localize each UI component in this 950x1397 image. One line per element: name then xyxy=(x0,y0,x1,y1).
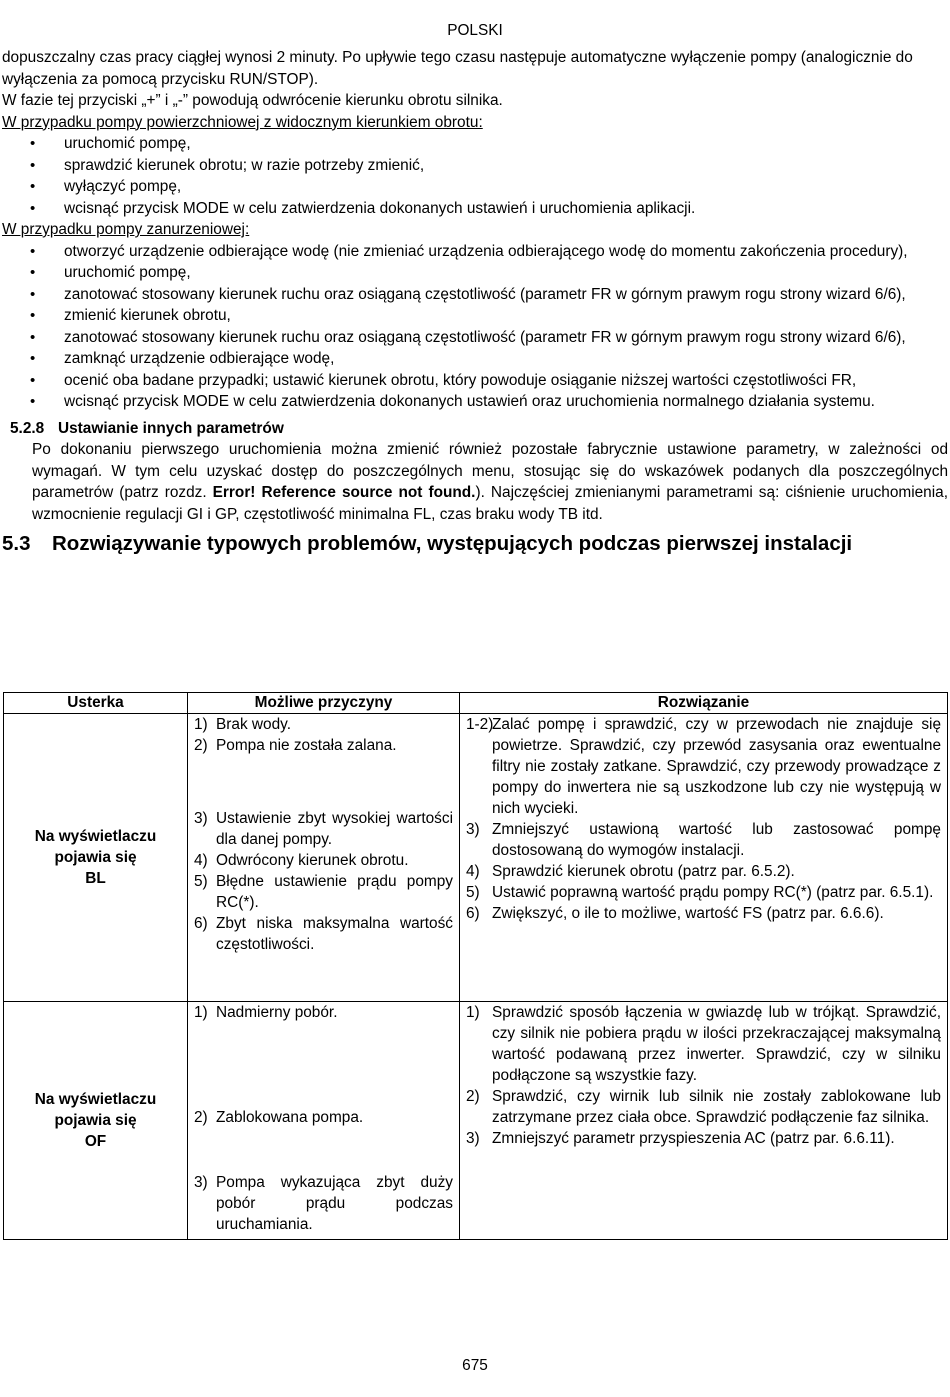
list-item xyxy=(466,861,941,882)
fault-code: OF xyxy=(84,1133,107,1150)
list-item xyxy=(194,850,453,871)
list-item xyxy=(466,714,941,819)
page-number: 675 xyxy=(462,1357,488,1374)
fault-text: Na wyświetlaczu xyxy=(34,828,157,845)
list-item: • otworzyć urządzenie odbierające wodę (nie zmieniać urządzenia odbierającego wodę do momentu zakończenia procedury), xyxy=(2,241,948,263)
spacer xyxy=(194,1023,453,1107)
list-item xyxy=(466,1128,941,1149)
item-number: 3) xyxy=(466,1130,480,1147)
reference-error-text: Error! Reference source not found. xyxy=(212,484,476,501)
list-item xyxy=(194,913,453,955)
section-heading xyxy=(2,531,948,557)
submerged-pump-list xyxy=(2,241,948,413)
surface-pump-list xyxy=(2,133,948,219)
list-item: • zmienić kierunek obrotu, xyxy=(2,305,948,327)
submerged-pump-title: W przypadku pompy zanurzeniowej: xyxy=(2,221,250,238)
item-number: 4) xyxy=(194,852,208,869)
table-header-row xyxy=(4,693,948,714)
causes-cell xyxy=(188,1002,460,1240)
item-number: 5) xyxy=(194,873,208,890)
intro-paragraph: W fazie tej przyciski „+” i „-” powodują odwrócenie kierunku obrotu silnika. xyxy=(2,92,503,109)
item-text: Nadmierny pobór. xyxy=(216,1004,338,1021)
column-header-causes: Możliwe przyczyny xyxy=(188,693,460,714)
item-text: Zablokowana pompa. xyxy=(216,1109,364,1126)
list-item: • uruchomić pompę, xyxy=(2,262,948,284)
item-number: 2) xyxy=(194,1109,208,1126)
item-number: 5) xyxy=(466,884,480,901)
intro-paragraph: dopuszczalny czas pracy ciągłej wynosi 2 minuty. Po upływie tego czasu następuje automatyczne wyłączenie pompy (analogicznie do wyłączenia za pomocą przycisku RUN/STOP). xyxy=(2,49,913,88)
fault-text: Na wyświetlaczu xyxy=(34,1091,157,1108)
subsection-paragraph xyxy=(2,439,948,525)
fault-text: pojawia się xyxy=(54,849,137,866)
item-number: 3) xyxy=(466,821,480,838)
item-text: Ustawić poprawną wartość prądu pompy RC(*) (patrz par. 6.5.1). xyxy=(492,884,934,901)
item-text: Ustawienie zbyt wysokiej wartości dla danej pompy. xyxy=(216,810,453,848)
section-title: Rozwiązywanie typowych problemów, występujących podczas pierwszej instalacji xyxy=(52,532,853,555)
item-text: Brak wody. xyxy=(216,716,291,733)
surface-pump-title: W przypadku pompy powierzchniowej z widocznym kierunkiem obrotu: xyxy=(2,113,483,131)
item-text: Pompa wykazująca zbyt duży pobór prądu podczas uruchamiania. xyxy=(216,1174,453,1233)
item-number: 2) xyxy=(194,737,208,754)
document-body xyxy=(2,47,948,557)
list-item xyxy=(194,735,453,756)
column-header-fault: Usterka xyxy=(4,693,188,714)
item-text: Sprawdzić, czy wirnik lub silnik nie zostały zablokowane lub zatrzymane przez ciała obce. Sprawdzić podłączenie faz silnika. xyxy=(492,1088,941,1126)
section-number: 5.3 xyxy=(2,532,31,555)
causes-list xyxy=(194,714,453,955)
fault-cell-of xyxy=(4,1002,188,1240)
subsection-heading xyxy=(2,418,948,440)
list-item: • zanotować stosowany kierunek ruchu oraz osiąganą częstotliwość (parametr FR w górnym prawym rogu strony wizard 6/6), xyxy=(2,284,948,306)
item-text: Pompa nie została zalana. xyxy=(216,737,397,754)
list-item: • ocenić oba badane przypadki; ustawić kierunek obrotu, który powoduje osiąganie niższej wartości częstotliwości FR, xyxy=(2,370,948,392)
list-item: • wcisnąć przycisk MODE w celu zatwierdzenia dokonanych ustawień i uruchomienia aplikacji. xyxy=(2,198,948,220)
spacer xyxy=(194,756,453,808)
paragraph-text: ). Najczęściej zmienianymi parametrami są: ciśnienie uruchomienia, wzmocnienie regulacji GI i GP, częstotliwość minimalna FL, czas braku wody TB itd. xyxy=(32,484,948,523)
solutions-cell xyxy=(460,1002,948,1240)
list-item: • wyłączyć pompę, xyxy=(2,176,948,198)
fault-cell-bl xyxy=(4,714,188,1002)
item-text: Błędne ustawienie prądu pompy RC(*). xyxy=(216,873,453,911)
list-item xyxy=(194,1172,453,1235)
item-number: 6) xyxy=(194,915,208,932)
fault-text: pojawia się xyxy=(54,1112,137,1129)
causes-cell xyxy=(188,714,460,1002)
item-text: Zmniejszyć ustawioną wartość lub zastosować pompę dostosowaną do wymogów instalacji. xyxy=(492,821,941,859)
list-item xyxy=(194,808,453,850)
list-item xyxy=(194,1107,453,1128)
table-row xyxy=(4,1002,948,1240)
subsection-title: Ustawianie innych parametrów xyxy=(58,419,284,437)
subsection-number: 5.2.8 xyxy=(10,419,45,437)
table-row xyxy=(4,714,948,1002)
column-header-solutions: Rozwiązanie xyxy=(460,693,948,714)
list-item: • uruchomić pompę, xyxy=(2,133,948,155)
list-item xyxy=(466,882,941,903)
list-item xyxy=(194,1002,453,1023)
item-text: Odwrócony kierunek obrotu. xyxy=(216,852,409,869)
item-number: 1) xyxy=(466,1004,480,1021)
item-number: 1-2) xyxy=(466,716,494,733)
list-item xyxy=(466,1086,941,1128)
list-item xyxy=(194,871,453,913)
solutions-cell xyxy=(460,714,948,1002)
item-number: 1) xyxy=(194,716,208,733)
list-item xyxy=(466,819,941,861)
item-text: Zmniejszyć parametr przyspieszenia AC (patrz par. 6.6.11). xyxy=(492,1130,895,1147)
item-text: Zbyt niska maksymalna wartość częstotliwości. xyxy=(216,915,453,953)
page-header-language: POLSKI xyxy=(447,22,503,39)
item-text: Zalać pompę i sprawdzić, czy w przewodach nie znajduje się powietrze. Sprawdzić, czy przewód zasysania oraz ewentualne filtry nie zostały zatkane. Sprawdzić, czy przewody prowadzące z pompy do inwertera nie są uszkodzone lub czy nie występują w nich wycieki. xyxy=(492,716,941,817)
causes-list xyxy=(194,1002,453,1235)
item-number: 2) xyxy=(466,1088,480,1105)
list-item: • wcisnąć przycisk MODE w celu zatwierdzenia dokonanych ustawień oraz uruchomienia normalnego działania systemu. xyxy=(2,391,948,413)
item-number: 4) xyxy=(466,863,480,880)
item-text: Sprawdzić sposób łączenia w gwiazdę lub w trójkąt. Sprawdzić, czy silnik nie pobiera prądu w ilości przekraczającej maksymalną wartość podawaną przez inwerter. Sprawdzić, czy w silniku podłączone są wszystkie fazy. xyxy=(492,1004,941,1084)
list-item xyxy=(466,903,941,924)
paragraph-text: Po dokonaniu pierwszego uruchomienia można zmienić również pozostałe fabrycznie ustawione parametry, w zależności od wymagań. W tym celu uzyskać dostęp do poszczególnych menu, stosując się do wskazówek podanych dla poszczególnych parametrów (patrz rozdz. xyxy=(32,441,948,501)
item-text: Zwiększyć, o ile to możliwe, wartość FS (patrz par. 6.6.6). xyxy=(492,905,884,922)
item-number: 3) xyxy=(194,810,208,827)
list-item: • sprawdzić kierunek obrotu; w razie potrzeby zmienić, xyxy=(2,155,948,177)
item-number: 1) xyxy=(194,1004,208,1021)
item-number: 3) xyxy=(194,1174,208,1191)
list-item: • zamknąć urządzenie odbierające wodę, xyxy=(2,348,948,370)
list-item xyxy=(466,1002,941,1086)
solutions-list xyxy=(466,714,941,924)
troubleshooting-table xyxy=(3,692,948,1240)
fault-code: BL xyxy=(85,870,106,887)
solutions-list xyxy=(466,1002,941,1149)
list-item: • zanotować stosowany kierunek ruchu oraz osiąganą częstotliwość (parametr FR w górnym prawym rogu strony wizard 6/6), xyxy=(2,327,948,349)
item-number: 6) xyxy=(466,905,480,922)
spacer xyxy=(194,1128,453,1172)
item-text: Sprawdzić kierunek obrotu (patrz par. 6.5.2). xyxy=(492,863,795,880)
list-item xyxy=(194,714,453,735)
